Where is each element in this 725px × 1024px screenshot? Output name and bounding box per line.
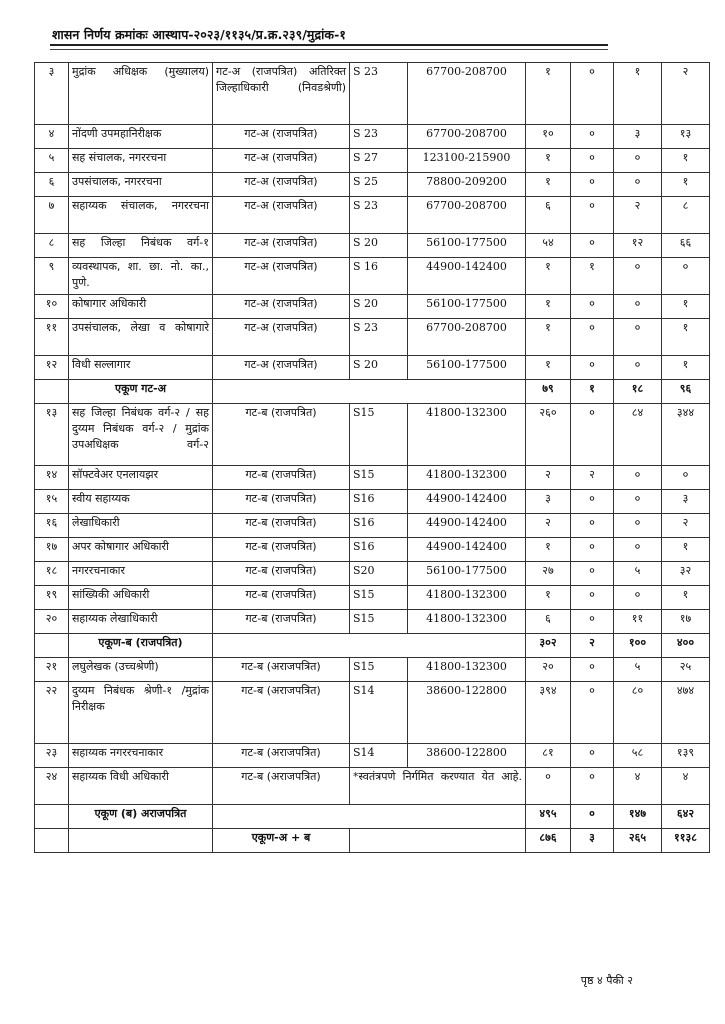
pay-scale: 67700-208700 xyxy=(408,125,526,149)
count-added: ० xyxy=(614,538,662,562)
pay-level: S16 xyxy=(350,538,408,562)
count-sanctioned: १ xyxy=(526,356,571,380)
post-name: अपर कोषागार अधिकारी xyxy=(69,538,213,562)
count-total: १ xyxy=(662,538,710,562)
count-reduced: ० xyxy=(571,768,614,805)
count-added: ५ xyxy=(614,562,662,586)
count-total: ३ xyxy=(662,490,710,514)
count-sanctioned: २० xyxy=(526,658,571,682)
count-added: ८४ xyxy=(614,404,662,466)
serial-number: १६ xyxy=(35,514,69,538)
count-reduced: ३ xyxy=(571,829,614,853)
post-name: नोंदणी उपमहानिरीक्षक xyxy=(69,125,213,149)
pay-level: S14 xyxy=(350,682,408,744)
blank-cell xyxy=(69,829,213,853)
count-sanctioned: २७ xyxy=(526,562,571,586)
count-total: १ xyxy=(662,295,710,319)
table-row xyxy=(35,466,710,490)
count-sanctioned: ३०२ xyxy=(526,634,571,658)
pay-scale: 44900-142400 xyxy=(408,538,526,562)
count-added: ११ xyxy=(614,610,662,634)
count-total: ६६ xyxy=(662,234,710,258)
count-reduced: ० xyxy=(571,295,614,319)
group-class: गट-अ (राजपत्रित) xyxy=(213,319,350,356)
count-added: ५ xyxy=(614,658,662,682)
blank-cell xyxy=(213,805,526,829)
group-class: गट-ब (राजपत्रित) xyxy=(213,404,350,466)
serial-number: २४ xyxy=(35,768,69,805)
pay-level: S15 xyxy=(350,658,408,682)
remark-note: *स्वतंत्रपणे निर्गमित करण्यात येत आहे. xyxy=(350,768,526,805)
post-name: उपसंचालक, लेखा व कोषागारे xyxy=(69,319,213,356)
count-sanctioned: १० xyxy=(526,125,571,149)
count-total: ४७४ xyxy=(662,682,710,744)
table-row xyxy=(35,125,710,149)
count-sanctioned: १ xyxy=(526,538,571,562)
blank-cell xyxy=(350,829,526,853)
count-total: १३ xyxy=(662,125,710,149)
group-class: गट-अ (राजपत्रित) xyxy=(213,149,350,173)
pay-level: S 20 xyxy=(350,234,408,258)
table-row xyxy=(35,610,710,634)
post-name: व्यवस्थापक, शा. छा. नो. का., पुणे. xyxy=(69,258,213,295)
pay-scale: 44900-142400 xyxy=(408,490,526,514)
pay-level: S16 xyxy=(350,490,408,514)
count-reduced: २ xyxy=(571,634,614,658)
count-total: १३९ xyxy=(662,744,710,768)
table-row xyxy=(35,197,710,234)
count-total: २ xyxy=(662,514,710,538)
count-total: २५ xyxy=(662,658,710,682)
pay-level: S 20 xyxy=(350,295,408,319)
count-sanctioned: ८७६ xyxy=(526,829,571,853)
group-class: गट-अ (राजपत्रित) xyxy=(213,258,350,295)
count-reduced: १ xyxy=(571,258,614,295)
count-reduced: ० xyxy=(571,173,614,197)
blank-cell xyxy=(213,634,526,658)
count-sanctioned: ५४ xyxy=(526,234,571,258)
group-class: गट-अ (राजपत्रित) xyxy=(213,173,350,197)
serial-number: २२ xyxy=(35,682,69,744)
count-added: ३ xyxy=(614,125,662,149)
count-reduced: ० xyxy=(571,319,614,356)
header-rule xyxy=(50,44,608,46)
pay-scale: 41800-132300 xyxy=(408,586,526,610)
pay-level: S 25 xyxy=(350,173,408,197)
count-added: १८ xyxy=(614,380,662,404)
table-row xyxy=(35,768,710,805)
count-sanctioned: २६० xyxy=(526,404,571,466)
count-total: १ xyxy=(662,173,710,197)
group-class: गट-अ (राजपत्रित) xyxy=(213,356,350,380)
serial-number: १२ xyxy=(35,356,69,380)
post-name: दुय्यम निबंधक श्रेणी-१ /मुद्रांक निरीक्षक xyxy=(69,682,213,744)
count-reduced: ० xyxy=(571,356,614,380)
table-row xyxy=(35,319,710,356)
serial-number: ३ xyxy=(35,63,69,125)
count-sanctioned: १ xyxy=(526,258,571,295)
count-added: ५८ xyxy=(614,744,662,768)
pay-scale: 38600-122800 xyxy=(408,744,526,768)
count-sanctioned: १ xyxy=(526,586,571,610)
post-name: सहाय्यक लेखाधिकारी xyxy=(69,610,213,634)
table-row xyxy=(35,538,710,562)
pay-level: S 23 xyxy=(350,125,408,149)
count-sanctioned: २ xyxy=(526,514,571,538)
count-sanctioned: ३९४ xyxy=(526,682,571,744)
count-sanctioned: १ xyxy=(526,63,571,125)
subtotal-label: एकूण-ब (राजपत्रित) xyxy=(69,634,213,658)
count-added: ० xyxy=(614,466,662,490)
subtotal-label: एकूण (ब) अराजपत्रित xyxy=(69,805,213,829)
group-class: गट-ब (राजपत्रित) xyxy=(213,514,350,538)
pay-level: S15 xyxy=(350,404,408,466)
count-total: १ xyxy=(662,149,710,173)
count-sanctioned: ८१ xyxy=(526,744,571,768)
count-total: १७ xyxy=(662,610,710,634)
count-added: ० xyxy=(614,490,662,514)
count-total: ४०० xyxy=(662,634,710,658)
pay-scale: 41800-132300 xyxy=(408,466,526,490)
group-class: गट-ब (राजपत्रित) xyxy=(213,610,350,634)
pay-level: S16 xyxy=(350,514,408,538)
count-sanctioned: १ xyxy=(526,173,571,197)
count-reduced: ० xyxy=(571,610,614,634)
pay-scale: 56100-177500 xyxy=(408,356,526,380)
posts-table xyxy=(34,62,710,853)
count-sanctioned: १ xyxy=(526,149,571,173)
group-class: गट-ब (राजपत्रित) xyxy=(213,466,350,490)
pay-scale: 41800-132300 xyxy=(408,610,526,634)
count-added: ० xyxy=(614,295,662,319)
serial-number: ११ xyxy=(35,319,69,356)
table-row xyxy=(35,562,710,586)
serial-number: २० xyxy=(35,610,69,634)
group-class: गट-अ (राजपत्रित) xyxy=(213,125,350,149)
count-total: ९६ xyxy=(662,380,710,404)
count-reduced: ० xyxy=(571,586,614,610)
serial-number: १३ xyxy=(35,404,69,466)
count-sanctioned: ७९ xyxy=(526,380,571,404)
blank-cell xyxy=(35,805,69,829)
pay-scale: 44900-142400 xyxy=(408,258,526,295)
header-rule-thin xyxy=(50,49,608,50)
serial-number: २३ xyxy=(35,744,69,768)
pay-scale: 56100-177500 xyxy=(408,234,526,258)
page-header-title: शासन निर्णय क्रमांकः आस्थाप-२०२३/११३५/प्र.क्र.२३९/मुद्रांक-१ xyxy=(52,27,347,42)
group-class: गट-ब (अराजपत्रित) xyxy=(213,744,350,768)
count-total: ४ xyxy=(662,768,710,805)
group-class: गट-ब (राजपत्रित) xyxy=(213,562,350,586)
table-row xyxy=(35,658,710,682)
count-reduced: ० xyxy=(571,805,614,829)
count-added: ० xyxy=(614,258,662,295)
count-total: ० xyxy=(662,466,710,490)
count-sanctioned: ६ xyxy=(526,610,571,634)
count-added: ८० xyxy=(614,682,662,744)
pay-level: S 20 xyxy=(350,356,408,380)
pay-scale: 78800-209200 xyxy=(408,173,526,197)
count-sanctioned: ३ xyxy=(526,490,571,514)
count-added: ० xyxy=(614,356,662,380)
blank-cell xyxy=(35,829,69,853)
table-row xyxy=(35,744,710,768)
count-sanctioned: ० xyxy=(526,768,571,805)
serial-number: १७ xyxy=(35,538,69,562)
count-total: ११३८ xyxy=(662,829,710,853)
pay-scale: 67700-208700 xyxy=(408,319,526,356)
count-reduced: ० xyxy=(571,149,614,173)
count-reduced: ० xyxy=(571,125,614,149)
table-row xyxy=(35,173,710,197)
count-total: ० xyxy=(662,258,710,295)
count-sanctioned: ४९५ xyxy=(526,805,571,829)
post-name: स्वीय सहाय्यक xyxy=(69,490,213,514)
serial-number: १९ xyxy=(35,586,69,610)
count-added: ० xyxy=(614,319,662,356)
count-sanctioned: २ xyxy=(526,466,571,490)
post-name: सांख्यिकी अधिकारी xyxy=(69,586,213,610)
count-added: ० xyxy=(614,149,662,173)
count-reduced: ० xyxy=(571,490,614,514)
group-class: गट-अ (राजपत्रित) xyxy=(213,197,350,234)
post-name: सहाय्यक विधी अधिकारी xyxy=(69,768,213,805)
group-class: गट-ब (अराजपत्रित) xyxy=(213,682,350,744)
pay-scale: 56100-177500 xyxy=(408,562,526,586)
serial-number: ६ xyxy=(35,173,69,197)
count-total: ३४४ xyxy=(662,404,710,466)
count-reduced: १ xyxy=(571,380,614,404)
count-reduced: ० xyxy=(571,234,614,258)
serial-number: १० xyxy=(35,295,69,319)
count-added: २६५ xyxy=(614,829,662,853)
pay-level: S20 xyxy=(350,562,408,586)
group-class: गट-ब (राजपत्रित) xyxy=(213,586,350,610)
table-row xyxy=(35,682,710,744)
blank-cell xyxy=(213,380,526,404)
count-total: ८ xyxy=(662,197,710,234)
serial-number: १८ xyxy=(35,562,69,586)
table-row xyxy=(35,234,710,258)
subtotal-row xyxy=(35,634,710,658)
post-name: विधी सल्लागार xyxy=(69,356,213,380)
table-row xyxy=(35,586,710,610)
post-name: सह जिल्हा निबंधक वर्ग-२ / सह दुय्यम निबंधक वर्ग-२ / मुद्रांक उपअधिक्षक वर्ग-२ xyxy=(69,404,213,466)
post-name: लघुलेखक (उच्चश्रेणी) xyxy=(69,658,213,682)
subtotal-row xyxy=(35,380,710,404)
table-row xyxy=(35,63,710,125)
count-reduced: ० xyxy=(571,744,614,768)
group-class: गट-ब (अराजपत्रित) xyxy=(213,768,350,805)
pay-level: S 23 xyxy=(350,319,408,356)
count-reduced: ० xyxy=(571,404,614,466)
count-reduced: ० xyxy=(571,538,614,562)
count-added: ० xyxy=(614,586,662,610)
count-reduced: ० xyxy=(571,682,614,744)
post-name: सहाय्यक नगररचनाकार xyxy=(69,744,213,768)
serial-number: ७ xyxy=(35,197,69,234)
count-sanctioned: ६ xyxy=(526,197,571,234)
count-added: २ xyxy=(614,197,662,234)
pay-scale: 56100-177500 xyxy=(408,295,526,319)
count-added: ४ xyxy=(614,768,662,805)
pay-scale: 41800-132300 xyxy=(408,404,526,466)
pay-level: S15 xyxy=(350,466,408,490)
pay-scale: 41800-132300 xyxy=(408,658,526,682)
pay-level: S 27 xyxy=(350,149,408,173)
count-sanctioned: १ xyxy=(526,295,571,319)
pay-level: S 16 xyxy=(350,258,408,295)
pay-scale: 67700-208700 xyxy=(408,197,526,234)
count-reduced: ० xyxy=(571,658,614,682)
pay-level: S 23 xyxy=(350,63,408,125)
table-row xyxy=(35,490,710,514)
count-reduced: ० xyxy=(571,562,614,586)
pay-level: S 23 xyxy=(350,197,408,234)
count-added: ० xyxy=(614,514,662,538)
post-name: सहाय्यक संचालक, नगररचना xyxy=(69,197,213,234)
blank-cell xyxy=(35,634,69,658)
group-class: गट-अ (राजपत्रित) अतिरिक्त जिल्हाधिकारी (निवडश्रेणी) xyxy=(213,63,350,125)
pay-scale: 38600-122800 xyxy=(408,682,526,744)
serial-number: ८ xyxy=(35,234,69,258)
count-total: ३२ xyxy=(662,562,710,586)
count-total: १ xyxy=(662,356,710,380)
post-name: उपसंचालक, नगररचना xyxy=(69,173,213,197)
page-number: पृष्ठ ४ पैकी २ xyxy=(580,974,633,987)
table-row xyxy=(35,258,710,295)
count-total: १ xyxy=(662,586,710,610)
group-class: गट-अ (राजपत्रित) xyxy=(213,295,350,319)
pay-level: S14 xyxy=(350,744,408,768)
grand-total-label: एकूण-अ + ब xyxy=(213,829,350,853)
pay-level: S15 xyxy=(350,586,408,610)
count-added: १२ xyxy=(614,234,662,258)
count-total: २ xyxy=(662,63,710,125)
count-reduced: २ xyxy=(571,466,614,490)
count-added: १४७ xyxy=(614,805,662,829)
post-name: मुद्रांक अधिक्षक (मुख्यालय) xyxy=(69,63,213,125)
post-name: लेखाधिकारी xyxy=(69,514,213,538)
serial-number: ४ xyxy=(35,125,69,149)
count-total: १ xyxy=(662,319,710,356)
group-class: गट-ब (अराजपत्रित) xyxy=(213,658,350,682)
post-name: कोषागार अधिकारी xyxy=(69,295,213,319)
table-row xyxy=(35,295,710,319)
post-name: नगररचनाकार xyxy=(69,562,213,586)
count-added: १०० xyxy=(614,634,662,658)
count-added: १ xyxy=(614,63,662,125)
pay-scale: 44900-142400 xyxy=(408,514,526,538)
group-class: गट-ब (राजपत्रित) xyxy=(213,538,350,562)
pay-level: S15 xyxy=(350,610,408,634)
count-reduced: ० xyxy=(571,197,614,234)
blank-cell xyxy=(35,380,69,404)
post-name: सह जिल्हा निबंधक वर्ग-१ xyxy=(69,234,213,258)
serial-number: ९ xyxy=(35,258,69,295)
subtotal-row xyxy=(35,805,710,829)
pay-scale: 123100-215900 xyxy=(408,149,526,173)
count-reduced: ० xyxy=(571,63,614,125)
count-sanctioned: १ xyxy=(526,319,571,356)
count-reduced: ० xyxy=(571,514,614,538)
pay-scale: 67700-208700 xyxy=(408,63,526,125)
table-row xyxy=(35,149,710,173)
count-added: ० xyxy=(614,173,662,197)
table-row xyxy=(35,514,710,538)
post-name: सह संचालक, नगररचना xyxy=(69,149,213,173)
table-row xyxy=(35,404,710,466)
post-name: सॉफ्टवेअर एनलायझर xyxy=(69,466,213,490)
serial-number: १४ xyxy=(35,466,69,490)
table-row xyxy=(35,356,710,380)
serial-number: ५ xyxy=(35,149,69,173)
serial-number: १५ xyxy=(35,490,69,514)
grand-total-row xyxy=(35,829,710,853)
count-total: ६४२ xyxy=(662,805,710,829)
group-class: गट-ब (राजपत्रित) xyxy=(213,490,350,514)
group-class: गट-अ (राजपत्रित) xyxy=(213,234,350,258)
serial-number: २१ xyxy=(35,658,69,682)
subtotal-label: एकूण गट-अ xyxy=(69,380,213,404)
